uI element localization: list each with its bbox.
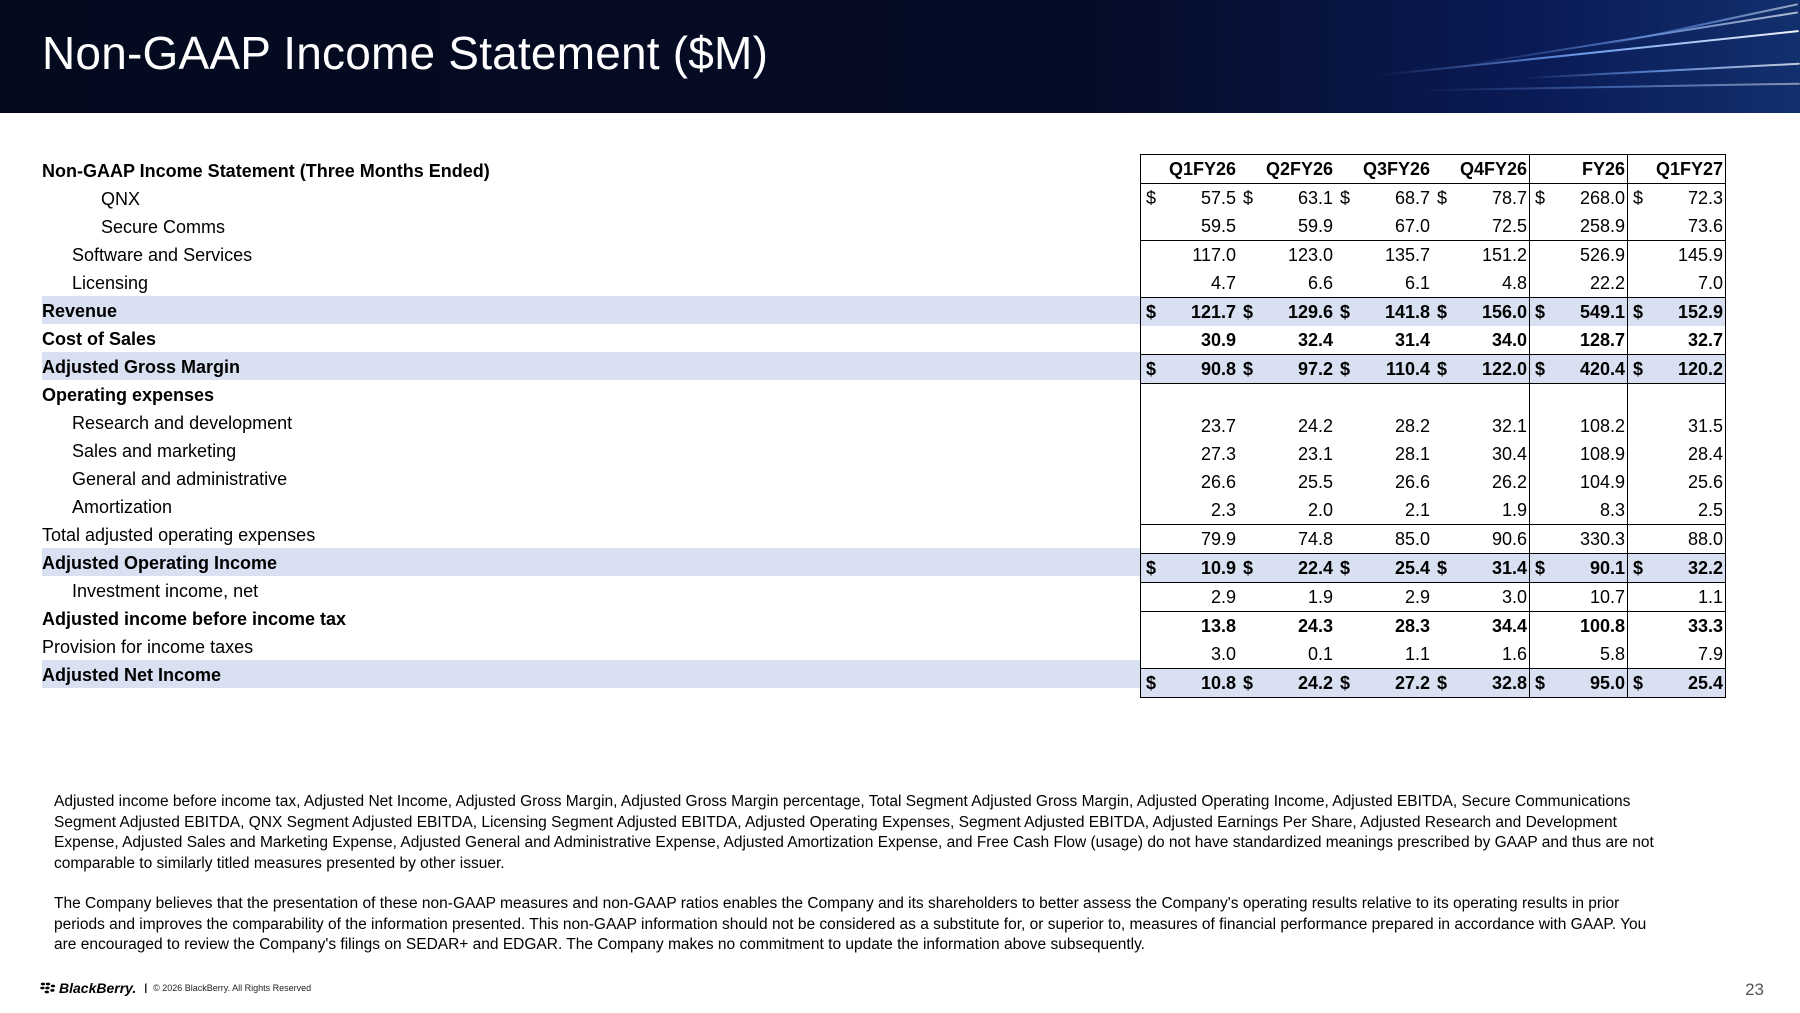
value-cell: 129.6 (1258, 298, 1335, 327)
row-label: Revenue (42, 301, 118, 321)
value-cell: 3.0 (1452, 583, 1530, 612)
value-cell: 2.9 (1161, 583, 1238, 612)
value-cell: 145.9 (1648, 241, 1726, 270)
row-label-cell (42, 380, 1140, 408)
value-cell (1355, 384, 1432, 413)
column-header: Q1FY27 (1628, 155, 1726, 184)
table-row (1141, 384, 1726, 413)
currency-cell (1628, 412, 1649, 440)
row-label-cell (42, 240, 1140, 268)
row-label-cell (42, 324, 1140, 352)
currency-cell (1335, 583, 1355, 612)
currency-cell (1335, 640, 1355, 669)
row-label-cell (42, 212, 1140, 240)
page-number: 23 (1745, 980, 1764, 999)
value-cell: 100.8 (1550, 612, 1628, 641)
row-label: Sales and marketing (72, 441, 237, 461)
row-label: General and administrative (72, 469, 288, 489)
currency-cell (1530, 269, 1551, 298)
currency-cell (1335, 269, 1355, 298)
value-cell: 10.7 (1550, 583, 1628, 612)
currency-cell (1628, 525, 1649, 554)
currency-cell (1530, 640, 1551, 669)
table-row (1141, 468, 1726, 496)
currency-cell (1141, 326, 1162, 355)
row-labels (42, 156, 1140, 688)
currency-cell (1628, 496, 1649, 525)
table-row (1141, 669, 1726, 698)
currency-cell (1141, 583, 1162, 612)
row-label-cell (42, 576, 1140, 604)
currency-cell (1628, 241, 1649, 270)
row-label-cell (42, 604, 1140, 632)
currency-cell (1238, 384, 1258, 413)
table-row (1141, 612, 1726, 641)
currency-cell (1238, 212, 1258, 241)
currency-cell: $ (1432, 554, 1452, 583)
row-label: Adjusted income before income tax (42, 609, 347, 629)
value-cell: 79.9 (1161, 525, 1238, 554)
currency-cell (1335, 241, 1355, 270)
currency-cell: $ (1628, 298, 1649, 327)
value-cell: 268.0 (1579, 188, 1625, 208)
table-row (1141, 355, 1726, 384)
value-cell: 22.2 (1589, 273, 1625, 293)
row-label-cell (42, 184, 1140, 212)
currency-cell (1432, 241, 1452, 270)
currency-cell: $ (1436, 188, 1447, 208)
value-cell: 151.2 (1452, 241, 1530, 270)
value-cell: 34.4 (1452, 612, 1530, 641)
page-title: Non-GAAP Income Statement ($M) (42, 27, 769, 79)
value-cell: 26.2 (1491, 472, 1527, 492)
table-row (1141, 326, 1726, 355)
value-cell: 4.8 (1501, 273, 1527, 293)
currency-cell (1238, 412, 1258, 440)
currency-cell (1628, 384, 1649, 413)
currency-cell (1141, 612, 1162, 641)
footer-separator: | (144, 982, 148, 994)
light-streak (1420, 83, 1800, 92)
value-cell: 32.4 (1297, 330, 1333, 350)
currency-cell (1335, 384, 1355, 413)
currency-cell (1141, 384, 1162, 413)
value-cell: 104.9 (1579, 472, 1625, 492)
logo-text: BlackBerry. (59, 980, 137, 996)
table-row (1141, 269, 1726, 298)
value-cell: 108.2 (1579, 416, 1625, 436)
currency-cell (1432, 640, 1452, 669)
value-cell (1550, 384, 1628, 413)
value-cell: 10.8 (1161, 669, 1238, 698)
currency-cell (1141, 525, 1162, 554)
currency-cell (1432, 412, 1452, 440)
currency-cell: $ (1335, 669, 1355, 698)
value-cell: 7.0 (1648, 269, 1726, 298)
row-label: Amortization (72, 497, 173, 517)
value-cell: 135.7 (1355, 241, 1432, 270)
currency-cell (1530, 241, 1551, 270)
column-header: FY26 (1530, 155, 1628, 184)
currency-cell: $ (1530, 554, 1551, 583)
currency-cell (1141, 212, 1162, 241)
column-header: Q3FY26 (1335, 155, 1432, 184)
currency-cell (1432, 269, 1452, 298)
value-cell: 0.1 (1307, 644, 1333, 664)
row-label: Operating expenses (42, 385, 215, 405)
value-cell: 26.6 (1200, 472, 1236, 492)
value-cell: 72.5 (1491, 216, 1527, 236)
currency-cell: $ (1530, 184, 1551, 213)
currency-cell (1530, 583, 1551, 612)
value-cell: 1.9 (1258, 583, 1335, 612)
currency-cell: $ (1141, 669, 1162, 698)
value-cell (1258, 384, 1335, 413)
currency-cell (1432, 468, 1452, 496)
value-cell: 141.8 (1355, 298, 1432, 327)
currency-cell (1432, 212, 1452, 241)
light-streak (1381, 30, 1799, 76)
value-cell: 33.3 (1648, 612, 1726, 641)
currency-cell (1141, 269, 1162, 298)
value-cell: 28.4 (1648, 440, 1726, 468)
value-cell: 30.9 (1200, 330, 1236, 350)
currency-cell (1238, 326, 1258, 355)
currency-cell: $ (1530, 669, 1551, 698)
currency-cell (1432, 496, 1452, 525)
value-cell: 90.1 (1550, 554, 1628, 583)
value-cell: 2.3 (1210, 500, 1236, 520)
currency-cell (1238, 583, 1258, 612)
currency-cell (1628, 440, 1649, 468)
currency-cell (1238, 440, 1258, 468)
row-label-cell (42, 268, 1140, 296)
currency-cell: $ (1238, 298, 1258, 327)
column-header: Q1FY26 (1141, 155, 1239, 184)
value-cell: 1.1 (1404, 644, 1430, 664)
row-label-cell (42, 296, 1140, 324)
value-cell: 330.3 (1550, 525, 1628, 554)
currency-cell (1141, 468, 1162, 496)
currency-cell: $ (1432, 298, 1452, 327)
value-cell: 526.9 (1550, 241, 1628, 270)
value-cell: 24.3 (1258, 612, 1335, 641)
value-cell: 32.2 (1648, 554, 1726, 583)
financial-table (1140, 154, 1726, 698)
currency-cell: $ (1141, 554, 1162, 583)
value-cell: 26.6 (1394, 472, 1430, 492)
row-label: Provision for income taxes (42, 637, 254, 657)
currency-cell: $ (1335, 355, 1355, 384)
value-cell: 1.9 (1501, 500, 1527, 520)
row-label: Adjusted Gross Margin (42, 357, 241, 377)
value-cell: 10.9 (1161, 554, 1238, 583)
value-cell: 1.6 (1501, 644, 1527, 664)
value-cell: 74.8 (1258, 525, 1335, 554)
row-label: Secure Comms (101, 217, 226, 237)
currency-cell (1141, 440, 1162, 468)
currency-cell (1238, 468, 1258, 496)
value-cell: 420.4 (1550, 355, 1628, 384)
currency-cell (1335, 326, 1355, 355)
currency-cell (1432, 326, 1452, 355)
currency-cell (1335, 440, 1355, 468)
currency-cell (1141, 640, 1162, 669)
currency-cell (1335, 212, 1355, 241)
currency-cell: $ (1242, 188, 1253, 208)
currency-cell (1335, 496, 1355, 525)
row-label-cell (42, 352, 1140, 380)
currency-cell (1530, 440, 1551, 468)
value-cell: 27.3 (1200, 444, 1236, 464)
currency-cell: $ (1141, 184, 1162, 213)
currency-cell (1432, 612, 1452, 641)
value-cell: 258.9 (1579, 216, 1625, 236)
table-row (1141, 412, 1726, 440)
value-cell: 122.0 (1452, 355, 1530, 384)
currency-cell (1141, 496, 1162, 525)
value-cell: 24.2 (1297, 416, 1333, 436)
column-header: Q2FY26 (1238, 155, 1335, 184)
value-cell: 78.7 (1491, 188, 1527, 208)
value-cell (1648, 384, 1726, 413)
value-cell: 25.6 (1648, 468, 1726, 496)
currency-cell (1335, 412, 1355, 440)
value-cell: 28.3 (1355, 612, 1432, 641)
currency-cell: $ (1628, 554, 1649, 583)
value-cell: 2.9 (1355, 583, 1432, 612)
value-cell: 25.5 (1297, 472, 1333, 492)
currency-cell (1628, 583, 1649, 612)
value-cell: 13.8 (1161, 612, 1238, 641)
value-cell: 72.3 (1648, 184, 1726, 213)
value-cell: 25.4 (1355, 554, 1432, 583)
currency-cell (1530, 326, 1551, 355)
currency-cell (1530, 468, 1551, 496)
blackberry-logo-icon (40, 982, 56, 994)
value-cell: 120.2 (1648, 355, 1726, 384)
value-cell: 1.1 (1648, 583, 1726, 612)
value-cell: 24.2 (1258, 669, 1335, 698)
currency-cell (1432, 384, 1452, 413)
row-label: Adjusted Operating Income (42, 553, 278, 573)
currency-cell (1141, 241, 1162, 270)
table-row (1141, 212, 1726, 241)
currency-cell (1238, 241, 1258, 270)
footer (40, 978, 311, 998)
value-cell: 110.4 (1355, 355, 1432, 384)
currency-cell: $ (1628, 669, 1649, 698)
row-label: Research and development (72, 413, 293, 433)
value-cell: 6.1 (1404, 273, 1430, 293)
value-cell: 549.1 (1550, 298, 1628, 327)
currency-cell (1628, 326, 1649, 355)
value-cell: 156.0 (1452, 298, 1530, 327)
currency-cell (1335, 468, 1355, 496)
value-cell: 5.8 (1599, 644, 1625, 664)
table-row (1141, 241, 1726, 270)
column-header-row (1141, 155, 1726, 184)
value-cell: 90.8 (1161, 355, 1238, 384)
value-cell: 32.7 (1648, 326, 1726, 355)
value-cell: 2.5 (1648, 496, 1726, 525)
value-cell: 8.3 (1599, 500, 1625, 520)
row-label-cell (42, 464, 1140, 492)
footnotes (54, 792, 1654, 976)
currency-cell: $ (1530, 355, 1551, 384)
table-row (1141, 525, 1726, 554)
value-cell: 27.2 (1355, 669, 1432, 698)
currency-cell (1141, 412, 1162, 440)
footnote-definitions: Adjusted income before income tax, Adjusted Net Income, Adjusted Gross Margin, Adjusted Gross Margin percentage, Total Segment Adjusted Gross Margin, Adjusted Operating Income, Adjusted EBITDA, Secure Communications Segment Adjusted EBITDA, QNX Segment Adjusted EBITDA, Licensing Segment Adjusted EBITDA, Adjusted Operating Expenses, Segment Adjusted EBITDA, Adjusted Earnings Per Share, Adjusted Research and Development Expense, Adjusted Sales and Marketing Expense, Adjusted General and Administrative Expense, Adjusted Amortization Expense, and Free Cash Flow (usage) do not have standardized meanings prescribed by GAAP and thus are not comparable to similarly titled measures presented by other issuer. (54, 793, 1654, 872)
currency-cell: $ (1432, 355, 1452, 384)
value-cell (1161, 384, 1238, 413)
row-label-cell (42, 660, 1140, 688)
title-banner (0, 0, 1800, 113)
row-label-cell (42, 408, 1140, 436)
value-cell (1452, 384, 1530, 413)
row-label: Investment income, net (72, 581, 259, 601)
currency-cell (1628, 212, 1649, 241)
copyright-text: © 2026 BlackBerry. All Rights Reserved (153, 983, 312, 993)
currency-cell: $ (1628, 184, 1649, 213)
currency-cell: $ (1141, 355, 1162, 384)
currency-cell (1530, 212, 1551, 241)
value-cell: 28.2 (1394, 416, 1430, 436)
value-cell: 6.6 (1307, 273, 1333, 293)
value-cell: 108.9 (1579, 444, 1625, 464)
value-cell: 23.1 (1297, 444, 1333, 464)
value-cell: 28.1 (1394, 444, 1430, 464)
row-label-cell (42, 520, 1140, 548)
value-cell: 7.9 (1648, 640, 1726, 669)
currency-cell (1628, 269, 1649, 298)
currency-cell: $ (1335, 554, 1355, 583)
table-row (1141, 554, 1726, 583)
currency-cell (1238, 496, 1258, 525)
currency-cell (1238, 640, 1258, 669)
value-cell: 128.7 (1579, 330, 1625, 350)
row-label: Total adjusted operating expenses (42, 525, 316, 545)
currency-cell: $ (1432, 669, 1452, 698)
value-cell: 4.7 (1210, 273, 1236, 293)
row-label-cell (42, 548, 1140, 576)
value-cell: 121.7 (1161, 298, 1238, 327)
currency-cell: $ (1530, 298, 1551, 327)
currency-cell: $ (1238, 554, 1258, 583)
value-cell: 31.4 (1452, 554, 1530, 583)
table-row (1141, 440, 1726, 468)
value-cell: 67.0 (1394, 216, 1430, 236)
value-cell: 25.4 (1648, 669, 1726, 698)
currency-cell (1432, 440, 1452, 468)
row-label: QNX (101, 189, 141, 209)
value-cell: 31.4 (1394, 330, 1430, 350)
value-cell: 30.4 (1491, 444, 1527, 464)
value-cell: 57.5 (1200, 188, 1236, 208)
currency-cell (1432, 583, 1452, 612)
row-label-cell (42, 632, 1140, 660)
currency-cell (1530, 496, 1551, 525)
currency-cell (1628, 640, 1649, 669)
currency-cell (1335, 612, 1355, 641)
table-row (1141, 184, 1726, 213)
value-cell: 32.8 (1452, 669, 1530, 698)
value-cell: 63.1 (1297, 188, 1333, 208)
value-cell: 23.7 (1200, 416, 1236, 436)
currency-cell (1530, 384, 1551, 413)
value-cell: 68.7 (1394, 188, 1430, 208)
row-label: Licensing (72, 273, 149, 293)
value-cell: 123.0 (1258, 241, 1335, 270)
value-cell: 95.0 (1550, 669, 1628, 698)
row-label-cell (42, 436, 1140, 464)
currency-cell: $ (1141, 298, 1162, 327)
value-cell: 90.6 (1452, 525, 1530, 554)
currency-cell (1530, 412, 1551, 440)
row-label: Cost of Sales (42, 329, 157, 349)
table-row (1141, 583, 1726, 612)
light-streak (1520, 63, 1800, 80)
table-row (1141, 298, 1726, 327)
currency-cell: $ (1339, 188, 1350, 208)
currency-cell (1628, 468, 1649, 496)
currency-cell (1335, 525, 1355, 554)
currency-cell: $ (1628, 355, 1649, 384)
row-label-cell (42, 492, 1140, 520)
value-cell: 31.5 (1648, 412, 1726, 440)
value-cell: 2.1 (1404, 500, 1430, 520)
value-cell: 59.9 (1297, 216, 1333, 236)
currency-cell: $ (1335, 298, 1355, 327)
value-cell: 117.0 (1161, 241, 1238, 270)
column-header: Q4FY26 (1432, 155, 1530, 184)
value-cell: 3.0 (1210, 644, 1236, 664)
row-label: Adjusted Net Income (42, 665, 222, 685)
currency-cell (1238, 525, 1258, 554)
table-row (1141, 496, 1726, 525)
value-cell: 88.0 (1648, 525, 1726, 554)
value-cell: 85.0 (1355, 525, 1432, 554)
value-cell: 32.1 (1491, 416, 1527, 436)
currency-cell (1530, 525, 1551, 554)
row-label: Software and Services (72, 245, 253, 265)
value-cell: 34.0 (1491, 330, 1527, 350)
currency-cell (1432, 525, 1452, 554)
table-row-header: Non-GAAP Income Statement (Three Months Ended) (42, 161, 490, 181)
value-cell: 97.2 (1258, 355, 1335, 384)
currency-cell: $ (1238, 669, 1258, 698)
footnote-disclaimer: The Company believes that the presentation of these non-GAAP measures and non-GAAP ratios enables the Company and its shareholders to better assess the Company's operating results relative to its operating results in prior periods and improves the comparability of the information presented. This non-GAAP information should not be considered as a substitute for, or superior to, measures of financial performance prepared in accordance with GAAP. You are encouraged to review the Company's filings on SEDAR+ and EDGAR. The Company makes no commitment to update the information above subsequently. (54, 895, 1647, 953)
currency-cell: $ (1238, 355, 1258, 384)
value-cell: 152.9 (1648, 298, 1726, 327)
value-cell: 2.0 (1307, 500, 1333, 520)
currency-cell (1238, 612, 1258, 641)
table-row (1141, 640, 1726, 669)
currency-cell (1628, 612, 1649, 641)
currency-cell (1238, 269, 1258, 298)
value-cell: 59.5 (1200, 216, 1236, 236)
value-cell: 73.6 (1648, 212, 1726, 241)
value-cell: 22.4 (1258, 554, 1335, 583)
currency-cell (1530, 612, 1551, 641)
